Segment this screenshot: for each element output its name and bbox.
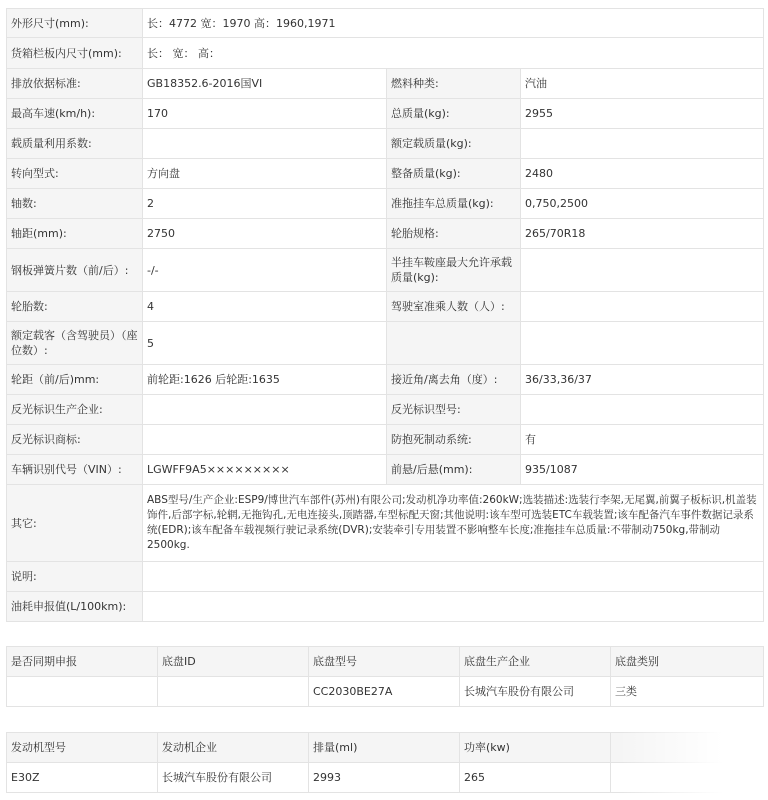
spec-row [7,38,764,69]
spec-row [7,99,764,129]
spec-value: 有 [521,425,764,455]
column-header: 是否同期申报 [7,647,158,677]
spec-row [7,562,764,592]
column-header: 底盘类别 [611,647,764,677]
spec-label: 整备质量(kg): [387,159,521,189]
table-cell: CC2030BE27A [309,677,460,707]
spec-value: 935/1087 [521,455,764,485]
spec-row [7,455,764,485]
spec-label: 轴数: [7,189,143,219]
spec-label: 驾驶室准乘人数（人）: [387,292,521,322]
spec-row [7,159,764,189]
spec-label: 排放依据标准: [7,69,143,99]
spec-label: 防抱死制动系统: [387,425,521,455]
table-cell [158,677,309,707]
vehicle-spec-table [6,8,764,622]
spec-label: 载质量利用系数: [7,129,143,159]
spec-label: 说明: [7,562,143,592]
table-row [7,677,764,707]
spec-label: 车辆识别代号（VIN）: [7,455,143,485]
spec-value: 长：4772 宽：1970 高：1960,1971 [143,9,764,38]
column-header: 底盘型号 [309,647,460,677]
spec-row [7,395,764,425]
spec-value: GB18352.6-2016国VI [143,69,387,99]
spec-value [521,322,764,365]
spec-row [7,485,764,562]
spec-value [143,395,387,425]
spec-value: 2750 [143,219,387,249]
spec-value [521,129,764,159]
spec-label: 半挂车鞍座最大允许承载质量(kg): [387,249,521,292]
spec-label: 额定载质量(kg): [387,129,521,159]
spec-label: 反光标识商标: [7,425,143,455]
spec-value: 5 [143,322,387,365]
spec-label: 其它: [7,485,143,562]
spec-label: 燃料种类: [387,69,521,99]
table-cell: E30Z [7,763,158,793]
column-header: 底盘生产企业 [460,647,611,677]
spec-label: 接近角/离去角（度）: [387,365,521,395]
spec-label [387,322,521,365]
spec-label: 轴距(mm): [7,219,143,249]
table-cell: 长城汽车股份有限公司 [158,763,309,793]
spec-value: 方向盘 [143,159,387,189]
spec-value [521,395,764,425]
table-cell [7,677,158,707]
spec-row [7,322,764,365]
table-cell: 长城汽车股份有限公司 [460,677,611,707]
spec-label: 轮距（前/后)mm: [7,365,143,395]
spec-value: 265/70R18 [521,219,764,249]
column-header: 底盘ID [158,647,309,677]
spec-label: 轮胎规格: [387,219,521,249]
spec-row [7,219,764,249]
column-header: 排量(ml) [309,733,460,763]
spec-value [521,249,764,292]
spec-value: 长： 宽： 高： [143,38,764,69]
spec-row [7,292,764,322]
spec-label: 外形尺寸(mm): [7,9,143,38]
spec-value [143,129,387,159]
fade-overlay [618,722,768,800]
spec-value: 前轮距:1626 后轮距:1635 [143,365,387,395]
spec-value: 2 [143,189,387,219]
spec-label: 准拖挂车总质量(kg): [387,189,521,219]
column-header: 发动机型号 [7,733,158,763]
spec-value: 170 [143,99,387,129]
spec-value [521,292,764,322]
spec-value: LGWFF9A5××××××××× [143,455,387,485]
spec-row [7,129,764,159]
table-cell: 三类 [611,677,764,707]
spec-label: 轮胎数: [7,292,143,322]
spec-value: 0,750,2500 [521,189,764,219]
spec-value [143,592,764,622]
spec-value: -/- [143,249,387,292]
spec-row [7,9,764,38]
spec-value [143,425,387,455]
column-header: 功率(kw) [460,733,611,763]
chassis-header-row [7,647,764,677]
spec-value: 2955 [521,99,764,129]
spec-row [7,69,764,99]
spec-value: 汽油 [521,69,764,99]
spec-label: 钢板弹簧片数（前/后）: [7,249,143,292]
spec-value: 2480 [521,159,764,189]
spec-row [7,592,764,622]
spec-label: 总质量(kg): [387,99,521,129]
spec-label: 货箱栏板内尺寸(mm): [7,38,143,69]
spec-label: 前悬/后悬(mm): [387,455,521,485]
spec-label: 最高车速(km/h): [7,99,143,129]
spec-value-other: ABS型号/生产企业:ESP9/博世汽车部件(苏州)有限公司;发动机净功率值:260kW;选装描述:选装行李架,无尾翼,前翼子板标识,机盖装饰件,后部字标,轮辋,无拖钩孔,无电连接头,顶踏器,车型标配天窗;其他说明:该车型可选装ETC车载装置;该车配备汽车事件数据记录系统(EDR);该车配备车载视频行驶记录系统(DVR);安装牵引专用装置不影响整车长度;准拖挂车总质量:不带制动750kg,带制动2500kg. [143,485,764,562]
spec-row [7,425,764,455]
spec-label: 转向型式: [7,159,143,189]
spec-value: 36/33,36/37 [521,365,764,395]
spec-row [7,365,764,395]
spec-label: 反光标识生产企业: [7,395,143,425]
spec-label: 额定载客（含驾驶员）（座位数）: [7,322,143,365]
spec-row [7,249,764,292]
chassis-table [6,646,764,707]
spec-row [7,189,764,219]
spec-value [143,562,764,592]
table-cell: 2993 [309,763,460,793]
table-cell: 265 [460,763,611,793]
column-header: 发动机企业 [158,733,309,763]
spec-label: 油耗申报值(L/100km): [7,592,143,622]
spec-label: 反光标识型号: [387,395,521,425]
spec-value: 4 [143,292,387,322]
